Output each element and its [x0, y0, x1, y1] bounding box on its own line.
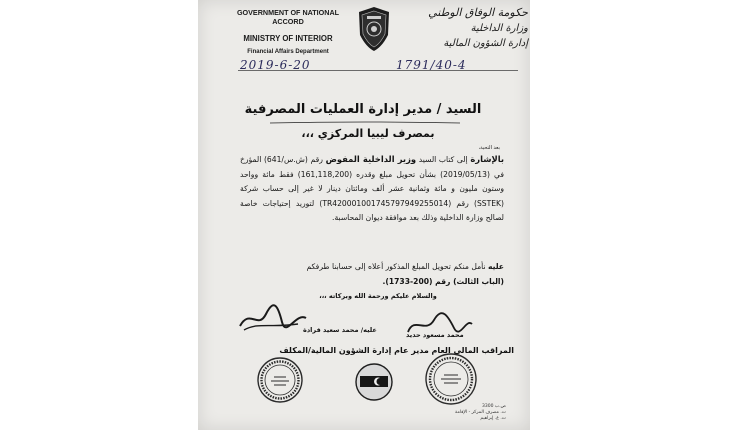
header-ministry-ar: وزارة الداخلية [470, 23, 528, 34]
body-text-2: رقم (ش.س/641) المؤرخ في (2019/05/13) بشأن تحويل مبلغ وقدره (161,118,200) فقط مائة وواحد وستون مليون و مائة وثمانية عشر ألف ومائتان دينار لا غير إلى حساب شركة (SSTEK) رقم (TR420001001745797949255014) لتوريد إحتياجات خاصة لصالح وزارة الداخلية وذلك بعد موافقة ديوان المحاسبة. [240, 155, 505, 223]
header-department: Financial Affairs Department [247, 49, 329, 55]
document-page [198, 0, 530, 430]
reference-line [238, 70, 518, 85]
greeting: بعد التحية، [478, 145, 500, 151]
right-official-stamp-icon [424, 352, 478, 406]
addressee-bank: بمصرف ليبيا المركزي ،،، [301, 127, 435, 140]
body-minister: وزير الداخلية المفوض [325, 154, 417, 164]
ministry-emblem-icon [355, 5, 393, 53]
closing-greeting: والسلام عليكم ورحمة الله وبركاته ،،، [319, 292, 437, 300]
handwritten-reference-number: 1791/40-4 [396, 58, 467, 72]
header-government: GOVERNMENT OF NATIONAL ACCORD [236, 8, 340, 26]
header-ministry: MINISTRY OF INTERIOR [243, 34, 333, 43]
header-government-ar: حكومة الوفاق الوطني [428, 6, 528, 19]
header-english [228, 8, 348, 55]
left-signature-icon [238, 304, 308, 334]
request-text: نأمل منكم تحويل المبلغ المذكور أعلاه إلى حسابنا طرفكم [306, 262, 488, 271]
request-chapter: (الباب الثالث) رقم (200-1733). [382, 276, 504, 286]
left-official-stamp-icon [256, 356, 304, 404]
body-paragraph [240, 152, 504, 226]
signatory-titles: المراقب المالي العام مدير عام إدارة الشؤون المالية/المكلف [279, 346, 514, 355]
title-underline [270, 121, 460, 125]
right-signatory-name: محمد مسعود حديد [406, 331, 464, 339]
footer-po-box: ص.ب 3300 [482, 404, 506, 409]
request-lead: عليه [488, 262, 504, 271]
body-lead: بالإشارة [470, 154, 504, 164]
header-department-ar: إدارة الشؤون المالية [443, 38, 528, 49]
body-text-1: إلى كتاب السيد [416, 155, 471, 164]
footer-address: ت. مصرف المركز - الإقامة [455, 410, 506, 415]
footer-contact: ت. غ. إبراهيم [480, 416, 506, 421]
request-paragraph [240, 260, 504, 289]
addressee-title: السيد / مدير إدارة العمليات المصرفية [244, 102, 482, 117]
handwritten-date: 2019-6-20 [240, 58, 311, 72]
center-official-stamp-icon [354, 362, 396, 402]
left-signatory-name: عليه/ محمد سعيد قرادة [303, 326, 377, 334]
header-arabic [408, 6, 528, 49]
